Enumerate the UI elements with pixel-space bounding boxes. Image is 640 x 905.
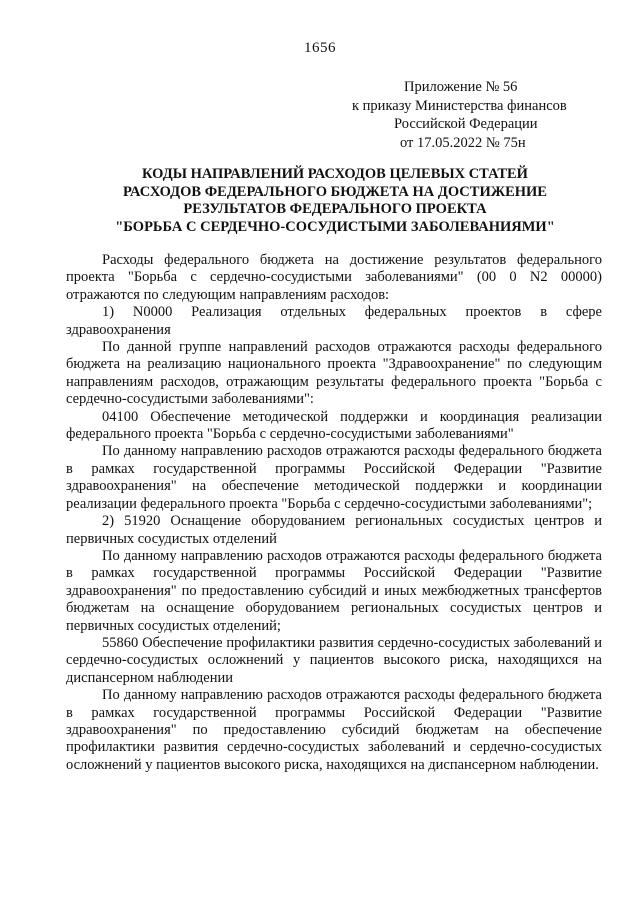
appendix-country: Российской Федерации bbox=[394, 116, 538, 132]
paragraph-code-55860: 55860 Обеспечение профилактики развития сердечно-сосудистых заболеваний и сердечно-сосудистых осложнений у пациентов высокого риска, находящихся на диспансерном наблюдении bbox=[66, 634, 602, 686]
paragraph-code-55860-desc: По данному направлению расходов отражаются расходы федерального бюджета в рамках государственной программы Российской Федерации "Развитие здравоохранения" по предоставлению субсидий бюджетам на обеспечение профилактики развития сердечно-сосудистых заболеваний и сердечно-сосудистых осложнений у пациентов высокого риска, находящихся на диспансерном наблюдении. bbox=[66, 687, 602, 773]
appendix-date: от 17.05.2022 № 75н bbox=[400, 134, 526, 151]
appendix-header bbox=[340, 78, 590, 152]
appendix-number: Приложение № 56 bbox=[404, 79, 518, 95]
paragraph-code-04100: 04100 Обеспечение методической поддержки и координация реализации федерального проекта "Борьба с сердечно-сосудистыми заболеваниями" bbox=[66, 408, 602, 443]
document-title bbox=[60, 166, 610, 236]
title-line-1: КОДЫ НАПРАВЛЕНИЙ РАСХОДОВ ЦЕЛЕВЫХ СТАТЕЙ bbox=[142, 166, 528, 182]
paragraph-code-04100-desc: По данному направлению расходов отражаются расходы федерального бюджета в рамках государственной программы Российской Федерации "Развитие здравоохранения" на обеспечение методической поддержки и координации реализации федерального проекта "Борьба с сердечно-сосудистыми заболеваниями"; bbox=[66, 443, 602, 512]
paragraph-item-1: 1) N0000 Реализация отдельных федеральных проектов в сфере здравоохранения bbox=[66, 304, 602, 338]
paragraph-item-1-desc: По данной группе направлений расходов отражаются расходы федерального бюджета на реализацию национального проекта "Здравоохранение" по следующим направлениям расходов, отражающим результаты федерального проекта "Борьба с сердечно-сосудистыми заболеваниями": bbox=[66, 339, 602, 408]
title-line-3: РЕЗУЛЬТАТОВ ФЕДЕРАЛЬНОГО ПРОЕКТА bbox=[183, 201, 487, 217]
page-number: 1656 bbox=[304, 40, 336, 56]
title-line-4: "БОРЬБА С СЕРДЕЧНО-СОСУДИСТЫМИ ЗАБОЛЕВАНИЯМИ" bbox=[115, 218, 555, 235]
appendix-order-ref: к приказу Министерства финансов bbox=[352, 97, 567, 114]
paragraph-item-2: 2) 51920 Оснащение оборудованием региональных сосудистых центров и первичных сосудистых отделений bbox=[66, 513, 602, 547]
paragraph-item-2-desc: По данному направлению расходов отражаются расходы федерального бюджета в рамках государственной программы Российской Федерации "Развитие здравоохранения" по предоставлению субсидий и иных межбюджетных трансфертов бюджетам на оснащение оборудованием региональных сосудистых центров и первичных сосудистых отделений; bbox=[66, 547, 602, 634]
paragraph-intro: Расходы федерального бюджета на достижение результатов федерального проекта "Борьба с сердечно-сосудистыми заболеваниями" (00 0 N2 00000) отражаются по следующим направлениям расходов: bbox=[66, 252, 602, 303]
title-line-2: РАСХОДОВ ФЕДЕРАЛЬНОГО БЮДЖЕТА НА ДОСТИЖЕНИЕ bbox=[123, 183, 547, 200]
document-body bbox=[66, 252, 602, 774]
